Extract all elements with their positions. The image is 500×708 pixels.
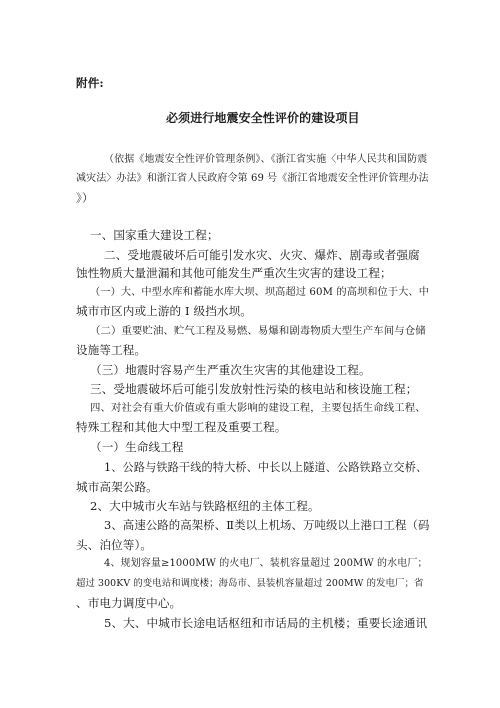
body-line: 特殊工程和其他大中型工程及重要工程。 <box>76 420 287 434</box>
body-line: 蚀性物质大量泄漏和其他可能发生严重次生灾害的建设工程； <box>76 266 392 280</box>
body-line: 、市电力调度中心。 <box>76 596 182 610</box>
body-line: 四、对社会有重大价值或有重大影响的建设工程，主要包括生命线工程、 <box>90 402 426 414</box>
body-line: 2、大中城市火车站与铁路枢纽的主体工程。 <box>90 499 320 513</box>
basis-line-1: （依据《地震安全性评价管理条例》、《浙江省实施〈中华人民共和国防震 <box>104 154 428 165</box>
body-line: （二）重要贮油、贮气工程及易燃、易爆和剧毒物质大型生产车间与仓储 <box>90 325 426 337</box>
body-line: 二、受地震破坏后可能引发水灾、火灾、爆炸、剧毒或者强腐 <box>104 248 420 262</box>
attachment-label: 附件: <box>76 76 104 90</box>
body-line: （一）生命线工程 <box>90 440 184 454</box>
body-line: 4、规划容量≥1000MW 的火电厂、装机容量超过 200MW 的水电厂； <box>104 558 428 569</box>
body-line: 三、受地震破坏后可能引发放射性污染的核电站和核设施工程； <box>90 382 418 396</box>
body-line: 设施等工程。 <box>76 343 147 357</box>
basis-line-2: 减灾法〉办法》和浙江省人民政府令第 69 号《浙江省地震安全性评价管理办法 <box>76 173 429 184</box>
body-line: 1、公路与铁路干线的特大桥、中长以上隧道、公路铁路立交桥、 <box>104 461 428 474</box>
body-line: （三）地震时容易产生严重次生灾害的其他建设工程。 <box>90 363 371 377</box>
body-line: 城市高架公路。 <box>76 480 158 494</box>
body-line: （一）大、中型水库和蓄能水库大坝、坝高超过 60M 的高坝和位于大、中 <box>90 287 429 298</box>
body-line: 5、大、中城市长途电话枢纽和市话局的主机楼；重要长途通讯 <box>104 616 428 630</box>
body-line: 头、泊位等）。 <box>76 538 153 552</box>
basis-line-3: 》） <box>76 191 94 205</box>
body-line: 超过 300KV 的变电站和调度楼；海岛市、县装机容量超过 200MW 的发电厂；省 <box>76 578 424 589</box>
body-line: 城市市区内或上游的 I 级挡水坝。 <box>76 304 252 318</box>
body-line: 一、国家重大建设工程； <box>90 228 219 242</box>
body-line: 3、高速公路的高架桥、Ⅱ类以上机场、万吨级以上港口工程（码 <box>104 518 430 532</box>
document-title: 必须进行地震安全性评价的建设项目 <box>166 111 360 125</box>
